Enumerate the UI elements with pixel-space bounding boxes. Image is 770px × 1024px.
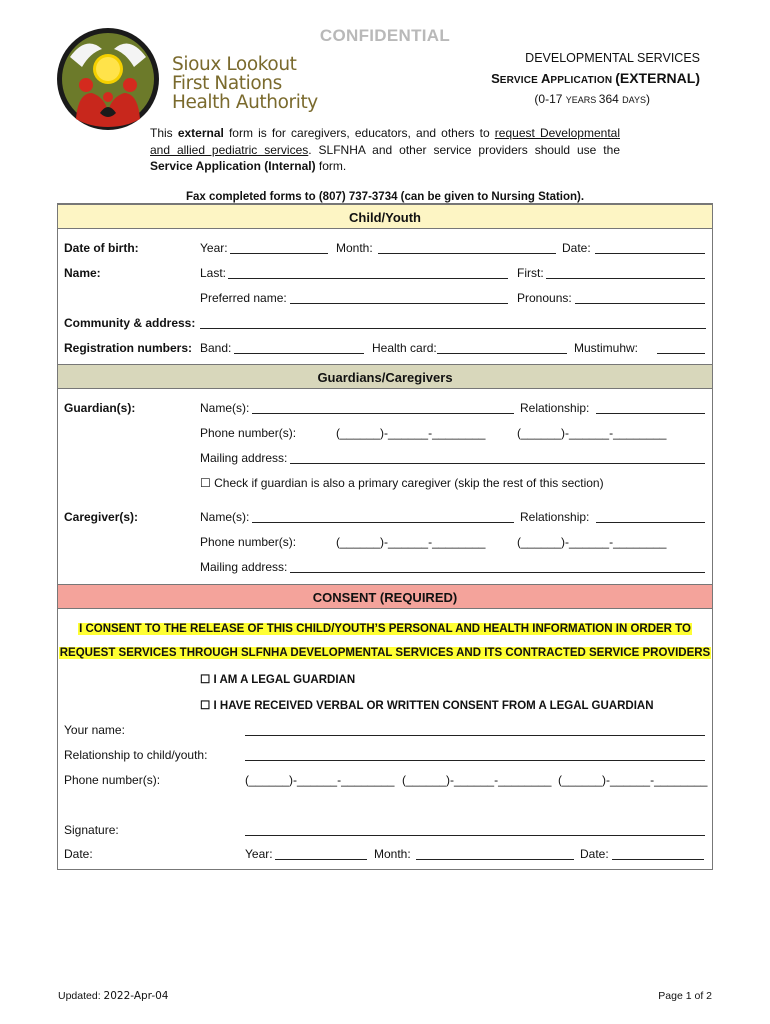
caregiver-phone-1-field[interactable]: (______)-______-________ — [336, 535, 486, 549]
checkbox-icon[interactable]: ☐ — [200, 700, 211, 712]
dob-date-label: Date: — [562, 241, 591, 255]
guardian-mailing-label: Mailing address: — [200, 451, 288, 465]
checkbox-icon[interactable]: ☐ — [200, 674, 211, 686]
guardian-relationship-label: Relationship: — [520, 401, 590, 415]
dob-year-label: Year: — [200, 241, 228, 255]
guardian-names-field[interactable] — [252, 401, 514, 414]
caregiver-relationship-label: Relationship: — [520, 510, 590, 524]
guardian-label: Guardian(s): — [64, 401, 136, 415]
legal-guardian-checkbox[interactable]: ☐ I AM A LEGAL GUARDIAN — [200, 674, 356, 686]
guardians-section-header: Guardians/Caregivers — [58, 364, 712, 389]
intro-paragraph: This external form is for caregivers, educators, and others to request Developmental and allied pediatric services. SLFNHA and other service providers should use the Service Application (Internal) form. — [150, 126, 620, 173]
health-card-field[interactable] — [437, 341, 567, 354]
caregiver-label: Caregiver(s): — [64, 510, 139, 524]
child-section-header: Child/Youth — [58, 204, 712, 229]
first-name-label: First: — [517, 266, 544, 280]
department-title: DEVELOPMENTAL SERVICES — [525, 51, 700, 65]
dob-label: Date of birth: — [64, 241, 139, 255]
dob-date-field[interactable] — [595, 241, 705, 254]
pronouns-field[interactable] — [575, 291, 705, 304]
caregiver-names-field[interactable] — [252, 510, 514, 523]
consent-phones-label: Phone number(s): — [64, 773, 161, 787]
org-name: Sioux Lookout First Nations Health Authority — [172, 54, 318, 113]
consent-month-field[interactable] — [416, 847, 574, 860]
form-title: SERVICE APPLICATION (EXTERNAL) — [491, 70, 700, 86]
updated-label: Updated: 2022-Apr-04 — [58, 990, 169, 1002]
slfnha-logo — [56, 27, 160, 131]
consent-phone-3-field[interactable]: (______)-______-________ — [558, 773, 708, 787]
last-name-label: Last: — [200, 266, 227, 280]
caregiver-phones-label: Phone number(s): — [200, 535, 297, 549]
consent-date-label: Date: — [64, 847, 93, 861]
dob-month-field[interactable] — [378, 241, 556, 254]
consent-section-header: CONSENT (REQUIRED) — [58, 584, 712, 609]
relationship-label: Relationship to child/youth: — [64, 748, 208, 762]
verbal-consent-checkbox[interactable]: ☐ I HAVE RECEIVED VERBAL OR WRITTEN CONSENT FROM A LEGAL GUARDIAN — [200, 700, 654, 712]
fax-instructions: Fax completed forms to (807) 737-3734 (can be given to Nursing Station). — [185, 191, 585, 203]
age-range: (0-17 YEARS 364 DAYS) — [534, 92, 650, 106]
caregiver-mailing-field[interactable] — [290, 560, 705, 573]
signature-field[interactable] — [245, 823, 705, 836]
dob-year-field[interactable] — [230, 241, 328, 254]
preferred-name-label: Preferred name: — [200, 291, 287, 305]
your-name-field[interactable] — [245, 723, 705, 736]
community-address-field[interactable] — [200, 316, 706, 329]
guardian-names-label: Name(s): — [200, 401, 250, 415]
band-field[interactable] — [234, 341, 364, 354]
community-address-label: Community & address: — [64, 316, 196, 330]
mustimuhw-label: Mustimuhw: — [574, 341, 639, 355]
consent-year-label: Year: — [245, 847, 273, 861]
guardian-phone-1-field[interactable]: (______)-______-________ — [336, 426, 486, 440]
caregiver-mailing-label: Mailing address: — [200, 560, 288, 574]
caregiver-names-label: Name(s): — [200, 510, 250, 524]
consent-statement-line1: I CONSENT TO THE RELEASE OF THIS CHILD/YOUTH’S PERSONAL AND HEALTH INFORMATION IN ORDER TO — [79, 623, 691, 635]
confidential-label: CONFIDENTIAL — [319, 26, 451, 45]
checkbox-icon[interactable]: ☐ — [200, 476, 211, 490]
name-label: Name: — [64, 266, 101, 280]
registration-label: Registration numbers: — [64, 341, 193, 355]
guardian-mailing-field[interactable] — [290, 451, 705, 464]
consent-year-field[interactable] — [275, 847, 367, 860]
band-label: Band: — [200, 341, 232, 355]
health-card-label: Health card: — [372, 341, 437, 355]
relationship-field[interactable] — [245, 748, 705, 761]
first-name-field[interactable] — [546, 266, 705, 279]
caregiver-phone-2-field[interactable]: (______)-______-________ — [517, 535, 667, 549]
pronouns-label: Pronouns: — [517, 291, 572, 305]
caregiver-relationship-field[interactable] — [596, 510, 705, 523]
last-name-field[interactable] — [228, 266, 508, 279]
page-number: Page 1 of 2 — [658, 990, 712, 1002]
guardian-relationship-field[interactable] — [596, 401, 705, 414]
dob-month-label: Month: — [336, 241, 373, 255]
consent-date-day-field[interactable] — [612, 847, 704, 860]
signature-label: Signature: — [64, 823, 119, 837]
primary-caregiver-checkbox[interactable]: ☐ Check if guardian is also a primary caregiver (skip the rest of this section) — [200, 476, 604, 490]
consent-month-label: Month: — [374, 847, 411, 861]
guardian-phone-2-field[interactable]: (______)-______-________ — [517, 426, 667, 440]
consent-phone-1-field[interactable]: (______)-______-________ — [245, 773, 395, 787]
consent-statement-line2: REQUEST SERVICES THROUGH SLFNHA DEVELOPMENTAL SERVICES AND ITS CONTRACTED SERVICE PROVIDERS — [59, 647, 711, 659]
your-name-label: Your name: — [64, 723, 125, 737]
consent-phone-2-field[interactable]: (______)-______-________ — [402, 773, 552, 787]
mustimuhw-field[interactable] — [657, 341, 705, 354]
guardian-phones-label: Phone number(s): — [200, 426, 297, 440]
preferred-name-field[interactable] — [290, 291, 508, 304]
consent-date-day-label: Date: — [580, 847, 609, 861]
